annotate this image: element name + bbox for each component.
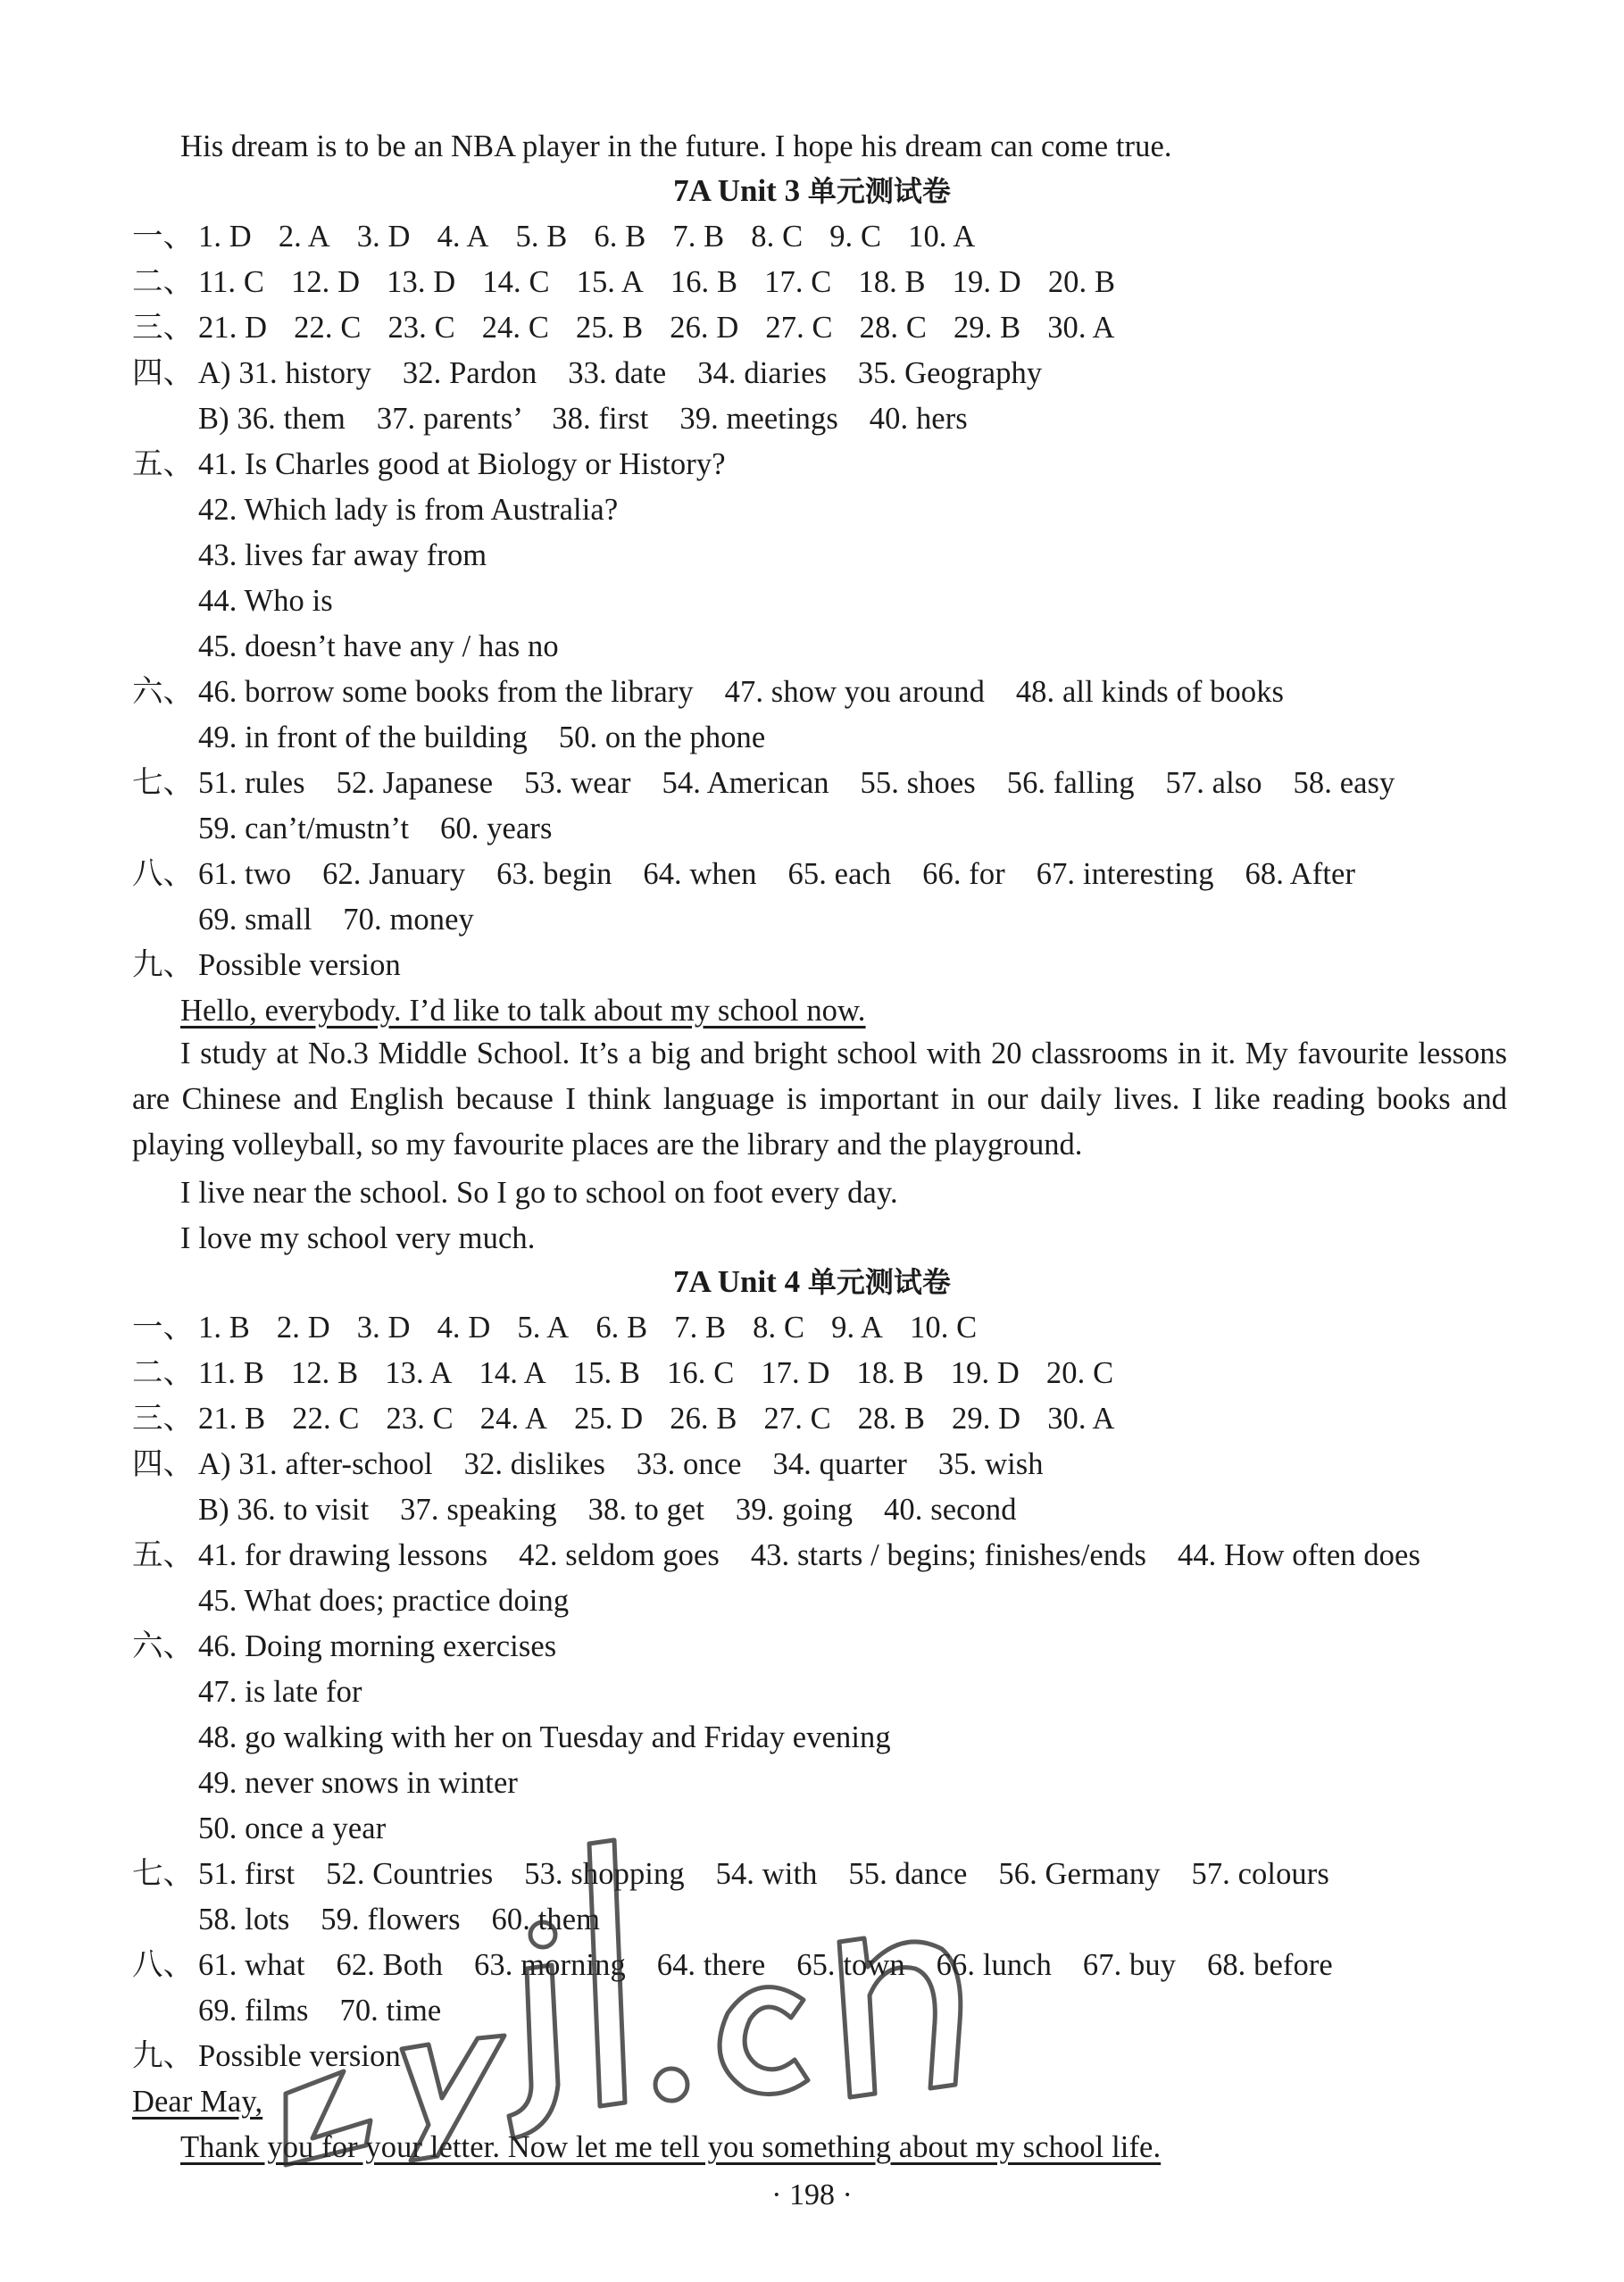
section-label: 八、 xyxy=(132,1948,195,1982)
section-label: 九、 xyxy=(132,948,195,982)
section-label: 六、 xyxy=(132,675,195,709)
section-label: 六、 xyxy=(132,1629,195,1663)
answer-row: 46. Doing morning exercises xyxy=(198,1629,557,1663)
answer-row: 58. lots 59. flowers 60. them xyxy=(198,1903,601,1936)
answer-row: 50. once a year xyxy=(198,1811,387,1845)
unit3-title xyxy=(0,171,1624,211)
answer-row: 69. small 70. money xyxy=(198,903,474,937)
intro-line: His dream is to be an NBA player in the future. I hope his dream can come true. xyxy=(180,129,1172,163)
answer-row: 21. B 22. C 23. C 24. A 25. D 26. B 27. C 28. B 29. D 30. A xyxy=(198,1402,1115,1436)
answer-row: 21. D 22. C 23. C 24. C 25. B 26. D 27. C 28. C 29. B 30. A xyxy=(198,311,1115,345)
essay-first-line: Hello, everybody. I’d like to talk about my school now. xyxy=(180,994,866,1028)
answer-row: 49. never snows in winter xyxy=(198,1766,518,1800)
answer-row: 45. What does; practice doing xyxy=(198,1584,570,1618)
unit4-title xyxy=(0,1262,1624,1302)
section-label: 一、 xyxy=(132,220,195,254)
answer-row: 1. B 2. D 3. D 4. D 5. A 6. B 7. B 8. C 9. A 10. C xyxy=(198,1311,978,1345)
section-label: 七、 xyxy=(132,766,195,800)
answer-row: 69. films 70. time xyxy=(198,1994,442,2028)
answer-row: 51. first 52. Countries 53. shopping 54. with 55. dance 56. Germany 57. colours xyxy=(198,1857,1329,1891)
answer-row: 1. D 2. A 3. D 4. A 5. B 6. B 7. B 8. C 9. C 10. A xyxy=(198,220,976,254)
page-number: · 198 · xyxy=(771,2178,853,2211)
answer-row: 49. in front of the building 50. on the phone xyxy=(198,720,766,754)
answer-row: 11. B 12. B 13. A 14. A 15. B 16. C 17. D 18. B 19. D 20. C xyxy=(198,1356,1114,1390)
essay-paragraph: I study at No.3 Middle School. It’s a big and bright school with 20 classrooms in it. My favourite lessons are Chinese and English because I think language is important in our daily lives. I like reading books and playing volleyball, so my favourite places are the library and the playground. xyxy=(132,1037,1507,1162)
answer-row: 11. C 12. D 13. D 14. C 15. A 16. B 17. C 18. B 19. D 20. B xyxy=(198,265,1116,299)
unit3-section-4b: B) 36. them 37. parents’ 38. first 39. meetings 40. hers xyxy=(198,402,968,436)
section-heading: Possible version xyxy=(198,2039,401,2073)
unit4-section-4b: B) 36. to visit 37. speaking 38. to get 39. going 40. second xyxy=(198,1493,1017,1527)
essay-paragraph: I live near the school. So I go to school on foot every day. xyxy=(180,1176,898,1210)
section-label: 二、 xyxy=(132,265,195,299)
answer-row: A) 31. history 32. Pardon 33. date 34. diaries 35. Geography xyxy=(198,356,1043,390)
section-label: 三、 xyxy=(132,1402,195,1436)
section-label: 四、 xyxy=(132,1447,195,1481)
answer-row: 46. borrow some books from the library 47. show you around 48. all kinds of books xyxy=(198,675,1285,709)
answer-row: 59. can’t/mustn’t 60. years xyxy=(198,812,553,845)
section-label: 一、 xyxy=(132,1311,195,1345)
answer-row: 47. is late for xyxy=(198,1675,362,1709)
section-label: 九、 xyxy=(132,2039,195,2073)
section-label: 四、 xyxy=(132,356,195,390)
answer-row: 43. lives far away from xyxy=(198,538,487,572)
answer-row: 41. for drawing lessons 42. seldom goes 43. starts / begins; finishes/ends 44. How often does xyxy=(198,1538,1420,1572)
answer-row: 45. doesn’t have any / has no xyxy=(198,629,559,663)
answer-row: 41. Is Charles good at Biology or History? xyxy=(198,447,726,481)
section-heading: Possible version xyxy=(198,948,401,982)
section-label: 二、 xyxy=(132,1356,195,1390)
unit3-title-en: 7A Unit 3 xyxy=(673,173,801,208)
essay-paragraph: I love my school very much. xyxy=(180,1221,536,1255)
answer-row: 61. two 62. January 63. begin 64. when 65. each 66. for 67. interesting 68. After xyxy=(198,857,1356,891)
unit4-title-cn: 单元测试卷 xyxy=(807,1265,951,1299)
section-label: 五、 xyxy=(132,447,195,481)
letter-salutation: Dear May, xyxy=(132,2085,263,2119)
answer-row: 42. Which lady is from Australia? xyxy=(198,493,619,527)
section-label: 三、 xyxy=(132,311,195,345)
section-label: 八、 xyxy=(132,857,195,891)
unit4-title-en: 7A Unit 4 xyxy=(673,1264,801,1299)
answer-row: 51. rules 52. Japanese 53. wear 54. American 55. shoes 56. falling 57. also 58. easy xyxy=(198,766,1395,800)
unit3-title-cn: 单元测试卷 xyxy=(807,174,951,208)
answer-row: 61. what 62. Both 63. morning 64. there 65. town 66. lunch 67. buy 68. before xyxy=(198,1948,1333,1982)
answer-row: 48. go walking with her on Tuesday and Friday evening xyxy=(198,1720,891,1754)
letter-first-line: Thank you for your letter. Now let me tell you something about my school life. xyxy=(180,2130,1162,2164)
section-label: 五、 xyxy=(132,1538,195,1572)
section-label: 七、 xyxy=(132,1857,195,1891)
answer-row: A) 31. after-school 32. dislikes 33. once 34. quarter 35. wish xyxy=(198,1447,1044,1481)
answer-row: 44. Who is xyxy=(198,584,333,618)
